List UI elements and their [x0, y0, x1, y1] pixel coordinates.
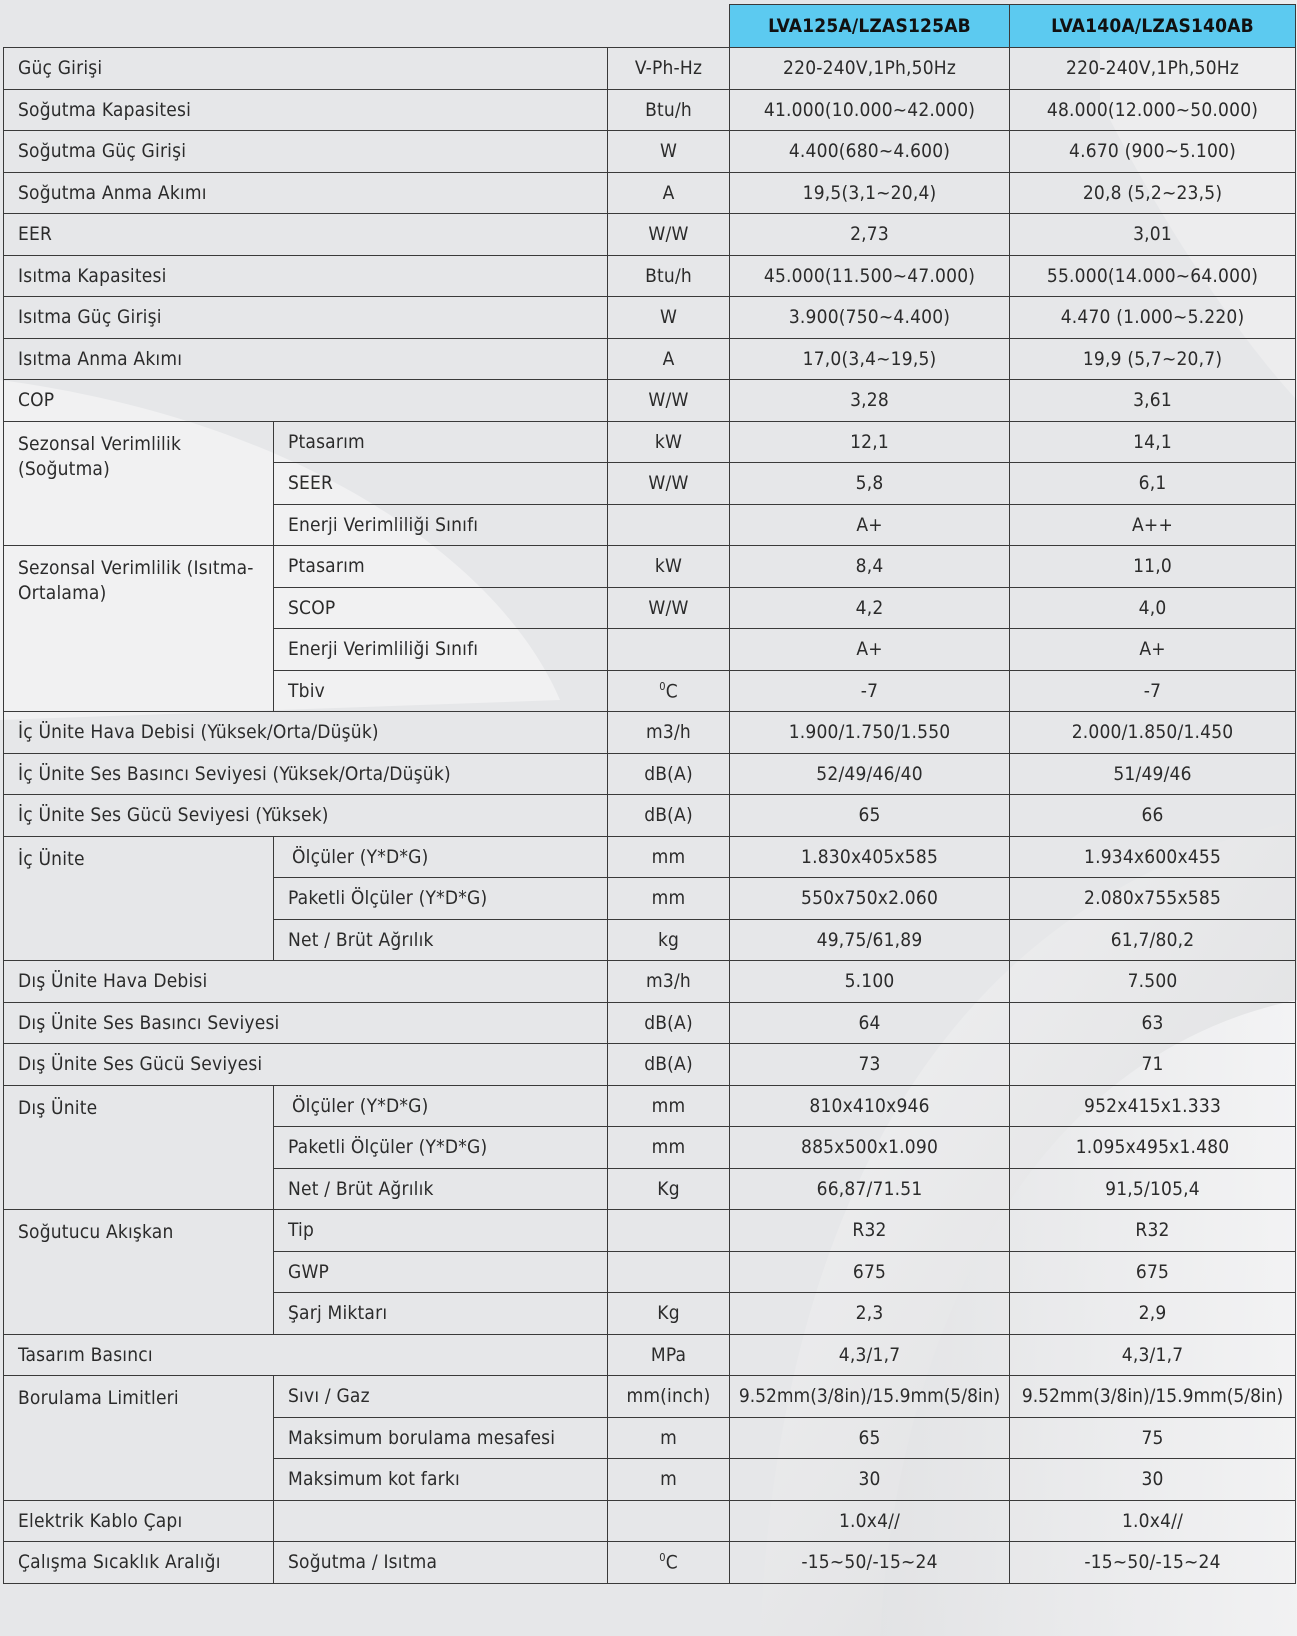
row-value-2: 30 — [1010, 1459, 1296, 1501]
row-value-1: 3,28 — [730, 380, 1010, 422]
row-value-2: 51/49/46 — [1010, 753, 1296, 795]
row-label: İç Ünite Ses Basıncı Seviyesi (Yüksek/Orta/Düşük) — [4, 753, 608, 795]
row-value-2: 3,01 — [1010, 214, 1296, 256]
row-value-1: 9.52mm(3/8in)/15.9mm(5/8in) — [730, 1376, 1010, 1418]
row-value-2: 63 — [1010, 1002, 1296, 1044]
row-label: İç Ünite Hava Debisi (Yüksek/Orta/Düşük) — [4, 712, 608, 754]
row-unit: W — [608, 297, 730, 339]
row-unit: mm — [608, 878, 730, 920]
sub-label: Maksimum kot farkı — [274, 1459, 608, 1501]
table-row — [4, 255, 1296, 297]
group-label-seasonal-cooling: Sezonsal Verimlilik (Soğutma) — [4, 421, 274, 546]
row-value-2: 220-240V,1Ph,50Hz — [1010, 48, 1296, 90]
row-value-1: 2,73 — [730, 214, 1010, 256]
row-label: Isıtma Anma Akımı — [4, 338, 608, 380]
row-unit — [608, 670, 730, 712]
row-value-1: 4,3/1,7 — [730, 1334, 1010, 1376]
row-value-1: 4,2 — [730, 587, 1010, 629]
row-value-2: R32 — [1010, 1210, 1296, 1252]
table-row — [4, 961, 1296, 1003]
table-row — [4, 338, 1296, 380]
row-unit: m — [608, 1417, 730, 1459]
sub-label: Tbiv — [274, 670, 608, 712]
table-row — [4, 421, 1296, 463]
row-label: Isıtma Kapasitesi — [4, 255, 608, 297]
row-unit: W/W — [608, 463, 730, 505]
row-value-1: 49,75/61,89 — [730, 919, 1010, 961]
model-header-1: LVA125A/LZAS125AB — [730, 5, 1010, 48]
row-unit: A — [608, 172, 730, 214]
sub-label: Net / Brüt Ağrılık — [274, 919, 608, 961]
row-value-1: A+ — [730, 629, 1010, 671]
row-value-2: 1.0x4// — [1010, 1500, 1296, 1542]
sub-label: GWP — [274, 1251, 608, 1293]
row-unit: m — [608, 1459, 730, 1501]
row-unit — [608, 1542, 730, 1584]
group-label-piping: Borulama Limitleri — [4, 1376, 274, 1501]
table-row — [4, 1044, 1296, 1086]
row-value-2: 55.000(14.000~64.000) — [1010, 255, 1296, 297]
row-value-2: 2,9 — [1010, 1293, 1296, 1335]
row-unit — [608, 629, 730, 671]
sub-label: Ölçüler (Y*D*G) — [274, 1085, 608, 1127]
row-value-2: 19,9 (5,7~20,7) — [1010, 338, 1296, 380]
row-value-2: 11,0 — [1010, 546, 1296, 588]
table-row — [4, 712, 1296, 754]
row-value-2: 3,61 — [1010, 380, 1296, 422]
row-value-2: 61,7/80,2 — [1010, 919, 1296, 961]
row-label: Soğutma Güç Girişi — [4, 131, 608, 173]
row-label: İç Ünite Ses Gücü Seviyesi (Yüksek) — [4, 795, 608, 837]
table-row — [4, 795, 1296, 837]
row-unit: W/W — [608, 380, 730, 422]
row-value-1: 5,8 — [730, 463, 1010, 505]
row-unit — [608, 1251, 730, 1293]
row-label: Çalışma Sıcaklık Aralığı — [4, 1542, 274, 1584]
row-value-2: 4,3/1,7 — [1010, 1334, 1296, 1376]
table-row — [4, 546, 1296, 588]
row-value-2: 952x415x1.333 — [1010, 1085, 1296, 1127]
table-row — [4, 297, 1296, 339]
row-label: COP — [4, 380, 608, 422]
row-value-1: A+ — [730, 504, 1010, 546]
sub-label: Tip — [274, 1210, 608, 1252]
sub-label: Ptasarım — [274, 546, 608, 588]
table-row — [4, 1085, 1296, 1127]
row-unit: kW — [608, 421, 730, 463]
row-label: Isıtma Güç Girişi — [4, 297, 608, 339]
row-unit: mm — [608, 1085, 730, 1127]
row-unit: dB(A) — [608, 795, 730, 837]
row-value-1: -7 — [730, 670, 1010, 712]
row-value-1: 52/49/46/40 — [730, 753, 1010, 795]
table-row — [4, 1500, 1296, 1542]
row-value-2: 66 — [1010, 795, 1296, 837]
row-unit: W — [608, 131, 730, 173]
row-value-2: 2.000/1.850/1.450 — [1010, 712, 1296, 754]
row-label: Soğutma Kapasitesi — [4, 89, 608, 131]
table-row — [4, 1376, 1296, 1418]
row-value-1: 66,87/71.51 — [730, 1168, 1010, 1210]
row-unit: W/W — [608, 587, 730, 629]
row-value-2: 4.470 (1.000~5.220) — [1010, 297, 1296, 339]
row-unit: MPa — [608, 1334, 730, 1376]
row-value-1: 64 — [730, 1002, 1010, 1044]
row-value-2: 75 — [1010, 1417, 1296, 1459]
row-label: Dış Ünite Hava Debisi — [4, 961, 608, 1003]
row-unit — [608, 504, 730, 546]
row-value-1: 5.100 — [730, 961, 1010, 1003]
row-value-1: 220-240V,1Ph,50Hz — [730, 48, 1010, 90]
group-label-indoor-unit: İç Ünite — [4, 836, 274, 961]
sub-label: SCOP — [274, 587, 608, 629]
row-value-2: 71 — [1010, 1044, 1296, 1086]
group-label-outdoor-unit: Dış Ünite — [4, 1085, 274, 1210]
row-value-1: 65 — [730, 795, 1010, 837]
sub-label — [274, 1500, 608, 1542]
row-value-1: 885x500x1.090 — [730, 1127, 1010, 1169]
row-value-2: 48.000(12.000~50.000) — [1010, 89, 1296, 131]
sub-label: Enerji Verimliliği Sınıfı — [274, 504, 608, 546]
row-label: EER — [4, 214, 608, 256]
sub-label: Ptasarım — [274, 421, 608, 463]
table-row — [4, 214, 1296, 256]
row-unit: mm — [608, 836, 730, 878]
row-value-1: 1.830x405x585 — [730, 836, 1010, 878]
row-unit: A — [608, 338, 730, 380]
sub-label: Şarj Miktarı — [274, 1293, 608, 1335]
table-row — [4, 836, 1296, 878]
unit-text: C — [665, 1551, 678, 1574]
row-label: Tasarım Basıncı — [4, 1334, 608, 1376]
row-value-1: 41.000(10.000~42.000) — [730, 89, 1010, 131]
row-value-2: A++ — [1010, 504, 1296, 546]
row-value-2: 7.500 — [1010, 961, 1296, 1003]
row-value-2: 9.52mm(3/8in)/15.9mm(5/8in) — [1010, 1376, 1296, 1418]
row-value-2: 6,1 — [1010, 463, 1296, 505]
row-value-2: 675 — [1010, 1251, 1296, 1293]
row-value-1: 1.900/1.750/1.550 — [730, 712, 1010, 754]
unit-text: C — [665, 679, 678, 702]
row-unit: m3/h — [608, 961, 730, 1003]
row-unit: kW — [608, 546, 730, 588]
table-row — [4, 172, 1296, 214]
row-value-1: R32 — [730, 1210, 1010, 1252]
sub-label: Maksimum borulama mesafesi — [274, 1417, 608, 1459]
row-value-2: 91,5/105,4 — [1010, 1168, 1296, 1210]
row-label: Elektrik Kablo Çapı — [4, 1500, 274, 1542]
table-row — [4, 1002, 1296, 1044]
degree-sup: 0 — [659, 1551, 666, 1565]
row-unit: Btu/h — [608, 255, 730, 297]
row-value-1: 550x750x2.060 — [730, 878, 1010, 920]
row-value-2: 14,1 — [1010, 421, 1296, 463]
sub-label: Sıvı / Gaz — [274, 1376, 608, 1418]
row-label: Dış Ünite Ses Gücü Seviyesi — [4, 1044, 608, 1086]
sub-label: Soğutma / Isıtma — [274, 1542, 608, 1584]
row-unit: kg — [608, 919, 730, 961]
row-value-1: 19,5(3,1~20,4) — [730, 172, 1010, 214]
row-value-1: 12,1 — [730, 421, 1010, 463]
row-unit: dB(A) — [608, 753, 730, 795]
table-row — [4, 1334, 1296, 1376]
row-value-2: 2.080x755x585 — [1010, 878, 1296, 920]
row-unit — [608, 1210, 730, 1252]
header-spacer — [4, 5, 730, 48]
row-value-2: A+ — [1010, 629, 1296, 671]
row-unit — [608, 1500, 730, 1542]
row-value-1: 73 — [730, 1044, 1010, 1086]
sub-label: Net / Brüt Ağrılık — [274, 1168, 608, 1210]
row-unit: Kg — [608, 1293, 730, 1335]
table-row — [4, 131, 1296, 173]
table-row — [4, 48, 1296, 90]
row-value-1: 17,0(3,4~19,5) — [730, 338, 1010, 380]
row-value-1: -15~50/-15~24 — [730, 1542, 1010, 1584]
row-value-2: 1.095x495x1.480 — [1010, 1127, 1296, 1169]
degree-sup: 0 — [659, 679, 666, 693]
row-value-1: 675 — [730, 1251, 1010, 1293]
table-row — [4, 89, 1296, 131]
row-value-2: 1.934x600x455 — [1010, 836, 1296, 878]
table-row — [4, 380, 1296, 422]
row-value-1: 4.400(680~4.600) — [730, 131, 1010, 173]
row-value-2: -7 — [1010, 670, 1296, 712]
row-unit: W/W — [608, 214, 730, 256]
row-unit: dB(A) — [608, 1044, 730, 1086]
row-unit: dB(A) — [608, 1002, 730, 1044]
row-value-1: 45.000(11.500~47.000) — [730, 255, 1010, 297]
row-label: Güç Girişi — [4, 48, 608, 90]
header-row — [4, 5, 1296, 48]
row-value-2: 20,8 (5,2~23,5) — [1010, 172, 1296, 214]
row-value-2: 4.670 (900~5.100) — [1010, 131, 1296, 173]
row-value-1: 810x410x946 — [730, 1085, 1010, 1127]
row-unit: Btu/h — [608, 89, 730, 131]
sub-label: Paketli Ölçüler (Y*D*G) — [274, 1127, 608, 1169]
row-unit: mm — [608, 1127, 730, 1169]
row-value-1: 1.0x4// — [730, 1500, 1010, 1542]
row-value-1: 8,4 — [730, 546, 1010, 588]
row-value-1: 2,3 — [730, 1293, 1010, 1335]
row-value-2: 4,0 — [1010, 587, 1296, 629]
row-unit: Kg — [608, 1168, 730, 1210]
row-value-1: 30 — [730, 1459, 1010, 1501]
sub-label: SEER — [274, 463, 608, 505]
row-label: Dış Ünite Ses Basıncı Seviyesi — [4, 1002, 608, 1044]
group-label-refrigerant: Soğutucu Akışkan — [4, 1210, 274, 1335]
table-row — [4, 1210, 1296, 1252]
row-value-1: 65 — [730, 1417, 1010, 1459]
row-unit: m3/h — [608, 712, 730, 754]
model-header-2: LVA140A/LZAS140AB — [1010, 5, 1296, 48]
table-row — [4, 1542, 1296, 1584]
sub-label: Enerji Verimliliği Sınıfı — [274, 629, 608, 671]
group-label-seasonal-heating: Sezonsal Verimlilik (Isıtma-Ortalama) — [4, 546, 274, 712]
sub-label: Paketli Ölçüler (Y*D*G) — [274, 878, 608, 920]
row-label: Soğutma Anma Akımı — [4, 172, 608, 214]
sub-label: Ölçüler (Y*D*G) — [274, 836, 608, 878]
row-value-2: -15~50/-15~24 — [1010, 1542, 1296, 1584]
row-unit: V-Ph-Hz — [608, 48, 730, 90]
row-unit: mm(inch) — [608, 1376, 730, 1418]
row-value-1: 3.900(750~4.400) — [730, 297, 1010, 339]
spec-table — [3, 4, 1296, 1584]
table-row — [4, 753, 1296, 795]
